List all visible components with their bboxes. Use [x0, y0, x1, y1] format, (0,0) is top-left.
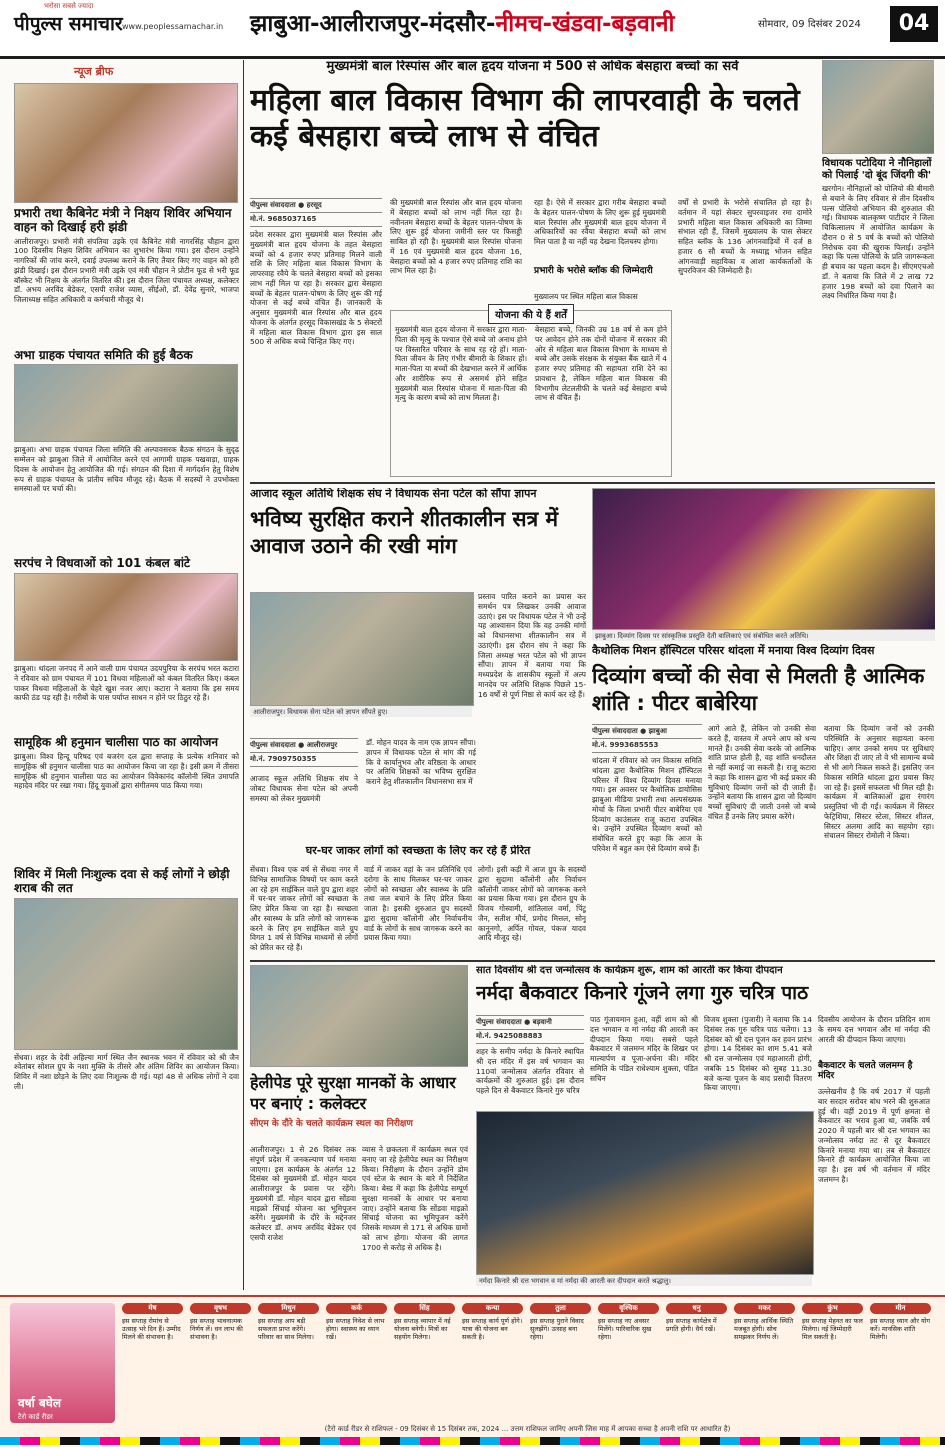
conditions-title: योजना की ये हैं शर्तें [488, 304, 574, 324]
teachers-photo [250, 592, 474, 706]
color-registration-strip [0, 1437, 945, 1445]
teachers-story-cont [250, 738, 480, 842]
disability-photo-caption: झाबुआ। दिव्यांग दिवस पर सांस्कृतिक प्रस्तुति देती बालिकाएं एवं संबोधित करते अतिथि। [592, 630, 935, 641]
left-briefs-column [14, 60, 239, 1290]
lead-col-3b: मुख्यालय पर स्थित महिला बाल विकास [534, 292, 638, 301]
lead-byline: पीपुल्स संवाददाता ● हरसूद [250, 198, 382, 213]
helipad-col-2: व्यास ने छकतला में कार्यक्रम स्थल एवं बनाए जा रहे हेलीपेड स्थल का निरीक्षण किया। निरीक्षण के दौरान उन्होंने डोम एवं स्टेज के स्थान के बारे में निर्देशित किया। बेस्ड में कहा कि हेलीपेड सम्पूर्ण सुरक्षा मानकों के आधार पर बनाया जाए। उन्होंने बताया कि सोंडवा माइक्रो सिंचाई योजना का भूमिपूजन करेंगे जिसके माध्यम से 171 से अधिक ग्रामों को लाभ होगा। योजना की लागत 1700 से करोड़ से अधिक है। [362, 1145, 468, 1252]
helipad-col-1: आलीराजपुर। 1 से 26 दिसंबर तक संपूर्ण प्रदेश में जनकल्याण पर्व मनाया जाएगा। इस कार्यक्रम के अंतर्गत 12 दिसंबर को मुख्यमंत्री डॉ. मोहन यादव आलीराजपुर के प्रवास पर रहेंगे। मुख्यमंत्री डॉ. मोहन यादव द्वारा सोंडवा माइक्रो सिंचाई योजना का भूमिपूजन करेंगे। मुख्यमंत्री के दौरे के मद्देनजर कलेक्टर डॉ. अभय अरविंद बेडेकर एवं एसपी राजेश [250, 1145, 356, 1242]
polio-photo [822, 60, 934, 154]
lead-mobile: मो.नं. 9685037165 [250, 213, 382, 227]
zodiac-sign-name: सिंह [394, 1303, 455, 1314]
helipad-headline: हेलीपेड पूरे सुरक्षा मानकों के आधार पर बनाएं : कलेक्टर [250, 1073, 456, 1113]
cleanliness-col-2: वार्ड में जाकर वहां के जन प्रतिनिधि एवं दरोगा के साथ मिलकर घर-घर जाकर लोगों को स्वच्छता और स्वास्थ्य के प्रति तथा जल बचाने के लिए प्रेरित किया जाता है। इसकी शुरुआत ग्रुप सदस्यों द्वारा सुदामा कॉलोनी और निर्वाचनीय वार्ड के लोगों के साथ जागरूक करने का प्रयास किया गया। [364, 865, 472, 943]
teachers-col-3: प्रस्ताव पारित कराने का प्रयास कर समर्थन पत्र लिखकर उनकी आवाज उठाएं। इस पर विधायक पटेल ने भी उन्हें यह आश्वासन दिया कि वह उनकी मांगों को विधानसभा शीतकालीन सत्र में उठाएंगी। इस दौरान संघ ने कहा कि जिला अध्यक्ष भरत पटेल को भी ज्ञापन सौंपा। ज्ञापन में बताया गया कि मध्यप्रदेश के शासकीय स्कूलों में अल्प मानदेय पर अतिथि शिक्षक पिछले 15-16 वर्षों से पूर्ण निष्ठा से कार्य कर रहे हैं। [478, 592, 586, 699]
right-brief-column [822, 60, 934, 480]
section-divider [250, 482, 935, 484]
helipad-photo [250, 965, 468, 1067]
zodiac-sign-name: कुंभ [802, 1303, 863, 1314]
edition-region-title: झाबुआ-आलीराजपुर-मंदसौर-नीमच-खंडवा-बड़वानी [250, 11, 675, 37]
brief-photo-flag-off [14, 83, 238, 203]
cleanliness-story [250, 845, 586, 957]
zodiac-sign-name: मेष [122, 1303, 183, 1314]
zodiac-sign-text: इस सप्ताह आप बड़ी सफलता प्राप्त करेंगे। परिवार का साथ मिलेगा। [258, 1316, 314, 1341]
disability-headline: दिव्यांग बच्चों की सेवा से मिलती है आत्मिक शांति : पीटर बाबेरिया [592, 663, 925, 715]
weekly-horoscope-strip [0, 1295, 945, 1447]
issue-date: सोमवार, 09 दिसंबर 2024 [758, 19, 861, 30]
disability-col-3: बताया कि दिव्यांग जनों को उनकी परिस्थिति के अनुसार सहायता करना चाहिए। अगर उनको समय पर सुविधाएं और शिक्षा दी जाए तो वे भी सामान्य बच्चे से भी आगे निकल सकते हैं। इसलिए जन विकास समिति थांदला द्वारा प्रयास किए जा रहे हैं। इसमें सफलता भी मिल रही है। कार्यक्रम में बालिकाओं द्वारा रंगारंग प्रस्तुतियां भी दी गईं। कार्यक्रम में सिस्टर फेट्रिशिया, सिस्टर स्टेला, सिस्टर शीतल, सिस्टर अलमा आदि का सहयोग रहा। संचालन सिस्टर रोमोली ने किया। [824, 724, 934, 841]
narmada-byline: पीपुल्स संवाददाता ● बड़वानी [476, 1015, 584, 1030]
brief-photo-blankets [14, 573, 238, 661]
brief-headline-1: प्रभारी तथा कैबिनेट मंत्री ने निक्षय शिविर अभियान वाहन को दिखाई हरी झंडी [14, 206, 232, 234]
lead-byline-block [250, 198, 382, 440]
lead-col-3: रहा है। ऐसे में सरकार द्वारा गरीब बेसहारा बच्चों के बेहतर पालन-पोषण के लिए शुरू हुई मुख्यमंत्री बाल रिस्पांस और मुख्यमंत्री बाल हृदय योजना में अधिकारियों का रवैया बेसहारा बच्चों को लाभ मिल पाता है या नहीं यह देखना दिलचस्प होगा। [534, 198, 666, 247]
narmada-photo [476, 1111, 814, 1275]
narmada-col-4: दिवसीय आयोजन के दौरान प्रतिदिन शाम के समय दत्त भगवान और मां नर्मदा की आरती की दीपदान किया जाएगा। [818, 1015, 930, 1044]
zodiac-sign-card [666, 1303, 727, 1413]
cleanliness-col-1: सेंधवा। विश्व एक वर्ष से सेंधवा नगर में विभिन्न सामाजिक विषयों पर काम करते आ रहे हम साईकिल वाले ग्रुप द्वारा शहर में घर-घर जाकर लोगों को स्वच्छता के लिए प्रेरित किया जा रहा है। स्वच्छता और स्वास्थ्य के प्रति लोगों को जागरूक करने के लिए हम साईकिल वाले ग्रुप विगत 1 वर्ष से विभिन्न माध्यमों से लोगों को प्रेरित कर रहे हैं। [250, 865, 358, 953]
narmada-kicker: सात दिवसीय श्री दत्त जन्मोत्सव के कार्यक्रम शुरू, शाम को आरती कर किया दीपदान [476, 965, 783, 976]
newspaper-logo: भरोसा सबसे ज्यादा पीपुल्स समाचार [14, 2, 123, 35]
teachers-photo-caption: आलीराजपुर। विधायक सेना पटेल को ज्ञापन सौंपते हुए। [250, 706, 472, 717]
zodiac-sign-card [598, 1303, 659, 1413]
disability-day-story [592, 488, 935, 958]
narmada-headline: नर्मदा बैकवाटर किनारे गूंजने लगा गुरु चरित्र पाठ [476, 981, 809, 1004]
conditions-box [390, 310, 672, 477]
lead-kicker: मुख्यमंत्री बाल रिस्पांस और बाल हृदय योजना में 500 से अधिक बेसहारा बच्चों का सर्वे [326, 60, 739, 74]
lead-subhead: प्रभारी के भरोसे ब्लॉक की जिम्मेदारी [534, 266, 653, 276]
zodiac-sign-text: इस सप्ताह भावनात्मक निर्णय लें। धन लाभ की संभावना है। [190, 1316, 243, 1341]
disability-byline-block [592, 724, 702, 942]
section-divider-2 [250, 960, 935, 962]
zodiac-sign-name: मीन [870, 1303, 931, 1314]
disability-col-2: आगे आते हैं, लेकिन जो उनकी सेवा करते हैं, वास्तव में अपने आप को धन्य मानते हैं। उनकी सेवा करके जो आत्मिक शांति प्राप्त होती है, वह शांति धनदौलत से नहीं कमाई जा सकती है। राजू कटारा ने कहा कि शासन द्वारा भी कई प्रकार की सुविधाएं दिव्यांग जनों को दी जाती हैं। उन्होंने बताया कि शासन द्वारा जो दिव्यांग बच्चों सुविधाएं दी जाती उनसे जो बच्चे वंचित हैं उनके लिए प्रयास करेंगे। [708, 724, 816, 821]
conditions-col-1: मुख्यमंत्री बाल हृदय योजना में सरकार द्वारा माता-पिता की मृत्यु के पश्चात ऐसे बच्चे जो अनाथ होने पर विस्तारित परिवार के साथ रह रहे हों। माता-पिता जीवन के लिए गंभीर बीमारी के शिकार हों। माता-पिता या बच्चों की देखभाल करने में आर्थिक और शारीरिक रूप से असमर्थ होने सहित मुख्यमंत्री बाल रिस्पांस योजना में माता-पिता की मृत्यु के कारण बच्चे को लाभ मिलता है। [395, 325, 527, 403]
zodiac-sign-text: इस सप्ताह आर्थिक स्थिति मजबूत होगी। सोच समझकर निर्णय लें। [734, 1316, 794, 1341]
polio-headline: विधायक पटोदिया ने नौनिहालों को पिलाई 'दो बूंद जिंदगी की' [822, 158, 932, 181]
masthead [0, 0, 945, 59]
zodiac-sign-card [802, 1303, 863, 1413]
zodiac-sign-name: मिथुन [258, 1303, 319, 1314]
teachers-headline: भविष्य सुरक्षित कराने शीतकालीन सत्र में आवाज उठाने की रखी मांग [250, 506, 559, 558]
zodiac-sign-name: कन्या [462, 1303, 523, 1314]
teachers-memo-story [250, 488, 586, 733]
author-name: वर्षा बघेल [18, 1396, 61, 1410]
horoscope-footer-note: (टैरो कार्ड रीडर से राशिफल - 09 दिसंबर से 15 दिसंबर तक, 2024 ... उत्तम राशिफल जानिए अपनी जिस माह में आपका सच्चा है अपनी राशि पर आधारित है) [324, 1425, 731, 1433]
zodiac-sign-card [190, 1303, 251, 1413]
zodiac-sign-card [394, 1303, 455, 1413]
disability-kicker: कैथोलिक मिशन हॉस्पिटल परिसर थांदला में मनाया विश्व दिव्यांग दिवस [592, 644, 875, 657]
zodiac-sign-name: मकर [734, 1303, 795, 1314]
news-brief-tag: न्यूज ब्रीफ [74, 65, 114, 78]
zodiac-sign-text: इस सप्ताह निवेश से लाभ होगा। स्वास्थ्य का ध्यान रखें। [326, 1316, 385, 1341]
disability-byline: पीपुल्स संवाददाता ● झाबुआ [592, 724, 702, 739]
teachers-col-2: डॉ. मोहन यादव के नाम एक ज्ञापन सौंपा। ज्ञापन में विधायक पटेल से मांग की गई कि वे कार्यानुभव और वरिष्ठता के आधार पर अतिथि शिक्षकों का भविष्य सुरक्षित कराने हेतु शीतकालीन विधानसभा सत्र में [366, 738, 476, 787]
zodiac-sign-name: कर्क [326, 1303, 387, 1314]
brief-body-3: झाबुआ। थांदला जनपद में आने वाली ग्राम पंचायत उदयपुरिया के सरपंच भरत कटारा ने रविवार को ग्राम पंचायत में 101 विधवा महिलाओं को कंबल वितरित किए। कंबल पाकर विधवा महिलाओं के चेहरे खुश नजर आए। कटारा ने बताया कि इस समय काफी ठंड पड़ रही है। गरीबों के पास पर्याप्त साधन न होने पर ठिठुर रहे हैं। [14, 664, 239, 703]
lead-headline: महिला बाल विकास विभाग की लापरवाही के चलते कई बेसहारा बच्चे लाभ से वंचित [250, 82, 800, 154]
narmada-story [476, 965, 935, 1290]
zodiac-sign-card [870, 1303, 931, 1413]
disability-day-photo [592, 488, 935, 630]
brief-body-5: सेंधवा। शहर के देवी अहिल्या मार्ग स्थित जैन स्थानक भवन में रविवार को श्री जैन श्वेतांबर सोशल ग्रुप के नशा मुक्ति के तीसरे और अंतिम शिविर का आयोजन किया। शिविर में नशा छोड़ने के लिए दवा निःशुल्क दी गई। यहां 48 से अधिक लोगों ने दवा ली। [14, 1052, 239, 1091]
lead-col-1: प्रदेश सरकार द्वारा मुख्यमंत्री बाल रिस्पांस और मुख्यमंत्री बाल हृदय योजना के तहत बेसहारा बच्चों को 4 हजार रुपए प्रतिमाह मिलने वाली राशि के लिए महिला बाल विकास विभाग के लापरवाह रवैये के चलते बेसहारा बच्चों को इसका लाभ नहीं मिल पा रहा है। सरकार द्वारा बेसहारा बच्चों के बेहतर पालन-पोषण के लिए शुरू की गई योजना से कई बच्चे वंचित हैं। जानकारी के अनुसार मुख्यमंत्री बाल रिस्पांस और बाल हृदय योजना के अंतर्गत हरसूद विकासखंड के 5 सेक्टरों में महिला बाल विकास विभाग द्वारा इस साल 500 से अधिक बच्चे चिन्हित किए गए। [250, 230, 382, 347]
brief-body-1: आलीराजपुर। प्रभारी मंत्री संपतिया उइके एवं कैबिनेट मंत्री नागरसिंह चौहान द्वारा 100 दिवसीय निक्षय शिविर अभियान का शुभारंभ किया गया। इस दौरान उन्होंने नागरिकों की जांच करने, दवाई उपलब्ध कराने के लिए तैयार किए गए वाहन को हरी झंडी दिखाई। इस दौरान प्रभारी मंत्री उइके एवं मंत्री चौहान ने प्रोटीन फूड से भरी फूड बॉस्केट भी निक्षय के अंतर्गत वितरित की। इस दौरान जिला पंचायत अध्यक्ष, कलेक्टर डॉ. अभय अरविंद बेडेकर, एसपी राजेश व्यास, सीईओ, डॉ. देवेंद्र सुनारे, भाजपा जिलाध्यक्ष सहित अधिकारी व कर्मचारी मौजूद थे। [14, 236, 239, 305]
zodiac-sign-text: इस सप्ताह व्यापार में नई योजना बनेगी। मित्रों का सहयोग मिलेगा। [394, 1316, 451, 1341]
column-divider [243, 60, 244, 1290]
disability-mobile: मो.नं. 9993685553 [592, 739, 702, 753]
page-number: 04 [890, 6, 938, 42]
conditions-col-2: बेसहारा बच्चे, जिनकी उम्र 18 वर्ष से कम होने पर आवेदन होने तक दोनों योजना में सरकार की ओर से महिला बाल विकास विभाग के माध्यम से बच्चे और उसके संरक्षक के संयुक्त बैंक खाते में 4 हजार रुपए प्रतिमाह की सहायता राशि देने का प्रावधान है, लेकिन महिला बाल विकास की विभागीय लेटलतीफी के चलते कई बेसहारा बच्चे लाभ से वंचित हैं। [535, 325, 667, 403]
narmada-side-body: उल्लेखनीय है कि वर्ष 2017 में पहली बार सरदार सरोवर बांध भरने की शुरुआत हुई थी। वहीं 2019 में पूर्ण क्षमता से बैकवाटर का भराव हुआ था, जबकि वर्ष 2020 में पहली बार श्री दत्त भगवान का जन्मोत्सव नर्मदा तट से दूर बैकवाटर किनारे मनाया गया था। तब से बैकवाटर किनारे ही कार्यक्रम आयोजित किया जा रहा है। इस वर्ष भी वर्तमान में मंदिर जलमग्न है। [818, 1087, 930, 1184]
zodiac-sign-text: इस सप्ताह ध्यान और योग करें। मानसिक शांति मिलेगी। [870, 1316, 930, 1341]
narmada-col-2: पाठ गूंजायमान हुआ, वहीं शाम को श्री दत्त भगवान व मां नर्मदा की आरती कर दीपदान किया गया। सबसे पहले बैकवाटर में जलमग्न मंदिर के शिखर पर माल्यार्पण व पूजा-अर्चना की। मंदिर समिति के पंडित राधेश्याम शुक्ला, पंडित सचिन [590, 1015, 698, 1083]
teachers-byline: पीपुल्स संवाददाता ● आलीराजपुर [250, 738, 358, 753]
zodiac-sign-card [326, 1303, 387, 1413]
zodiac-sign-card [122, 1303, 183, 1413]
zodiac-sign-card [258, 1303, 319, 1413]
narmada-col-1: शहर के समीप नर्मदा के किनारे स्थापित श्री दत्त मंदिर में इस वर्ष भगवान का 110वां जन्मोत्सव अंतर्गत रविवार से कार्यक्रमों की शुरुआत हुई। इस दौरान पहले दिन से बैकवाटर किनारे गुरु चरित्र [476, 1047, 584, 1096]
helipad-deck: सीएम के दौरे के चलते कार्यक्रम स्थल का निरीक्षण [250, 1118, 413, 1129]
helipad-story [250, 965, 468, 1290]
zodiac-sign-text: इस सप्ताह कार्य पूर्ण होंगे। यात्रा की योजना बन सकती है। [462, 1316, 523, 1341]
brief-headline-3: सरपंच ने विधवाओं को 101 कंबल बांटे [14, 556, 190, 571]
teachers-col-1: आजाद स्कूल अतिथि शिक्षक संघ ने जोबट विधायक सेना पटेल को अपनी समस्या को लेकर मुख्यमंत्री [250, 774, 358, 803]
brief-body-4: झाबुआ। विश्व हिन्दू परिषद एवं बजरंग दल द्वारा सप्ताह के प्रत्येक शनिवार को सामूहिक श्री हनुमान चालीसा पाठ का आयोजन किया जा रहा है। इसी क्रम में तीसरा सामूहिक श्री हनुमान चालीसा पाठ का आयोजन विवेकानंद कॉलोनी स्थित उमापति महादेव मंदिर पर रखा गया। हिंदू युवाओं द्वारा संगीतमय पाठ किया गया। [14, 751, 239, 791]
brief-headline-5: शिविर में मिली निःशुल्क दवा से कई लोगों ने छोड़ी शराब की लत [14, 866, 230, 895]
narmada-side-headline: बैकवाटर के चलते जलमग्न है मंदिर [818, 1061, 913, 1082]
disability-col-1: थांदला में रविवार को जन विकास समिति थांदला द्वारा कैथोलिक मिशन हॉस्पिटल परिसर में विश्व दिव्यांग दिवस मनाया गया। इस अवसर पर कैथोलिक डायोसिस झाबुआ मीडिया प्रभारी तथा अल्पसंख्यक मोर्चा के जिला प्रभारी पीटर बाबेरिया एवं दिव्यांग काउंसलर राजू कटारा उपस्थित थे। उन्होंने उपस्थित दिव्यांग बच्चों को संबोधित करते हुए कहा कि आज के परिवेश में बहुत कम ऐसे दिव्यांग बच्चे हैं। [592, 756, 702, 853]
zodiac-sign-text: इस सप्ताह रोमांच से उत्साह भरे दिन हैं। उम्मीद मिलने की संभावना है। [122, 1316, 181, 1341]
zodiac-sign-text: इस सप्ताह पुराने विवाद सुलझेंगे। उत्साह बना रहेगा। [530, 1316, 584, 1341]
brief-photo-meeting [14, 364, 238, 442]
logo-tagline: भरोसा सबसे ज्यादा [44, 2, 94, 10]
lead-story [250, 60, 815, 480]
zodiac-sign-text: इस सप्ताह मेहनत का फल मिलेगा। नई जिम्मेदारी मिल सकती है। [802, 1316, 863, 1341]
narmada-col-3: विजय शुक्ला (पुजारी) ने बताया कि 14 दिसंबर तक गुरु चरित्र पाठ चलेगा। 13 दिसंबर को श्री दत्त पूजन कर हवन प्रारंभ होगा। 14 दिसंबर का शाम 5.41 बजे श्री दत्त जन्मोत्सव एवं महाआरती होगी, जबकि 15 दिसंबर को सुबह 11.30 बजे कन्या पूजन के बाद प्रसादी वितरण किया जाएगा। [704, 1015, 812, 1093]
zodiac-sign-card [462, 1303, 523, 1413]
author-title: टैरो कार्ड रीडर [18, 1413, 53, 1421]
teachers-kicker: आजाद स्कूल अतिथि शिक्षक संघ ने विधायक सेना पटेल को सौंपा ज्ञापन [250, 488, 537, 500]
brief-headline-2: अभा ग्राहक पंचायत समिति की हुई बैठक [14, 347, 193, 362]
narmada-mobile: मो.नं. 9425088883 [476, 1030, 584, 1044]
teachers-mobile: मो.नं. 7909750355 [250, 753, 358, 767]
zodiac-sign-text: इस सप्ताह कार्यक्षेत्र में प्रगति होगी। धैर्य रखें। [666, 1316, 717, 1333]
zodiac-sign-name: तुला [530, 1303, 591, 1314]
zodiac-sign-card [734, 1303, 795, 1413]
narmada-photo-caption: नर्मदा किनारे श्री दत्त भगवान व मां नर्मदा की आरती कर दीपदान करते श्रद्धालु। [476, 1275, 812, 1286]
brief-body-2: झाबुआ। अभा ग्राहक पंचायत जिला समिति की अल्पावसरक बैठक संगठन के सुदृढ़ सम्मेलन को झाबुआ जिले में आयोजित करने एवं आगामी ग्राहक पखवाड़ा, ग्राहक दिवस के आयोजन हेतु आयोजित की गई। संगठन की दिशा में मार्गदर्शन हेतु विशेष रूप से ग्राहक पंचायत के प्रांतीय सचिव मौजूद रहे। बैठक में सदस्यों ने उपभोक्ता समस्याओं पर चर्चा की। [14, 445, 239, 494]
zodiac-sign-name: वृश्चिक [598, 1303, 659, 1314]
polio-body: खरगोन। नौनिहालों को पोलियो की बीमारी से बचाने के लिए रविवार से तीन दिवसीय पल्स पोलियो अभियान की शुरुआत की गई। विधायक बालकृष्ण पाटीदार ने जिला चिकित्सालय में आयोजित कार्यक्रम के दौरान 0 से 5 वर्ष के बच्चों को पोलियो निरोधक दवा की खुराक पिलाई। उन्होंने कहा कि पल्स पोलियो के प्रति जागरूकता ही बचाव का पहला कदम है। सीएमएचओ डॉ. ने बताया कि जिले में 2 लाख 72 हजार 198 बच्चों को दवा पिलाने का लक्ष्य निर्धारित किया गया है। [822, 184, 934, 301]
lead-col-4: वर्षों से प्रभारी के भरोसे संचालित हो रहा है। वर्तमान में यहां सेक्टर सुपरवाइजर रमा दामोरे प्रभारी महिला बाल विकास अधिकारी का जिम्मा संभाल रही हैं, जिसमें मुख्यालय के पास सेक्टर सहित ब्लॉक के 136 आंगनवाड़ियों में दर्ज 8 हजार 6 सौ बच्चों के मध्याह्न भोजन सहित आंगनवाड़ी सहायिका व आशा कार्यकर्ताओं के सुपरविजन की जिम्मेदारी है। [678, 198, 812, 276]
website-link[interactable]: www.peoplessamachar.in [122, 22, 224, 31]
lead-col-2: की मुख्यमंत्री बाल रिस्पांस और बाल हृदय योजना में बेसहारा बच्चों को लाभ नहीं मिल रहा है। नवीनतम बेसहारा बच्चों के बेहतर पालन-पोषण के लिए शुरू हुई योजना जमीनी स्तर पर फिसड्डी साबित हो रही है। मुख्यमंत्री बाल रिस्पांस योजना में 16 एवं मुख्यमंत्री बाल हृदय योजना 16, बेसहारा बच्चों को 4 हजार रुपए प्रतिमाह राशि का लाभ मिल रहा है। [390, 198, 522, 276]
narmada-byline-block [476, 1015, 584, 1103]
zodiac-sign-name: धनु [666, 1303, 727, 1314]
brief-headline-4: सामूहिक श्री हनुमान चालीसा पाठ का आयोजन [14, 735, 219, 750]
zodiac-sign-card [530, 1303, 591, 1413]
zodiac-sign-name: वृषभ [190, 1303, 251, 1314]
cleanliness-headline: घर-घर जाकर लोगों को स्वच्छता के लिए कर रहे हैं प्रेरित [305, 845, 531, 857]
zodiac-sign-text: इस सप्ताह नए अवसर मिलेंगे। पारिवारिक सुख रहेगा। [598, 1316, 652, 1341]
brief-photo-camp [14, 898, 238, 1050]
cleanliness-col-3: लोगों। इसी कड़ी में आज ग्रुप के सदस्यों द्वारा सुदामा कॉलोनी और निर्वाचन कॉलोनी जाकर लोगों को जागरूक करने का प्रयास किया गया। इस दौरान ग्रुप के विजय गोस्वामी, शांतिलाल वर्मा, पिंटू जैन, सतीश मौर्य, प्रमोद मित्तल, सोनू कानूनगो, अर्पित गोयल, पंकज यादव आदि मौजूद रहे। [478, 865, 586, 943]
